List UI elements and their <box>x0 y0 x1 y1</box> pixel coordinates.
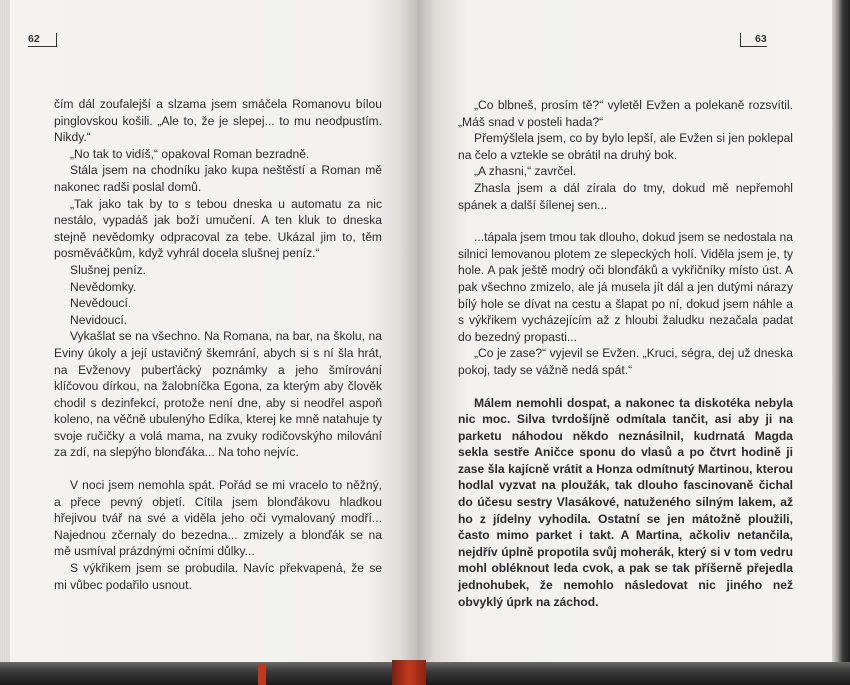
paragraph: Stála jsem na chodníku jako kupa neštěstí a Roman mě nakonec radši poslal domů. <box>54 163 382 194</box>
paragraph-bold: Málem nemohli dospat, a nakonec ta diskotéka nebyla nic moc. Silva tvrdošíjně odmítala tančit, asi aby ji na parketu náhodou někdo neznásilnil, kudrnatá Magda sekla sestře Aničce sponu do vlasů a po čtvrt hodině ji zase šla kajícně vrátit a Honza odmítnutý Martinou, kterou hodlal vyzvat na ploužák, tak dlouho fascinovaně čichal do účesu sestry Vlasákové, natuženého silným lakem, až ho z jídelny vyhodila. Ostatní se jen mátožně ploužili, často mimo parket i takt. A Martina, ačkoliv netančila, nejdřív úplně propotila svůj moherák, který si v tom vedru mohl obléknout leda cvok, a pak se tak příšerně přejedla jednohubek, že nemohlo následovat nic jiného než obvyklý úprk na záchod. <box>458 395 793 609</box>
bookmark-ribbon-end <box>258 664 266 685</box>
paragraph: „Tak jako tak by to s tebou dneska u automatu za nic nestálo, vypadáš jak boží umučení. A ten kluk to dneska stejně nevědomky odpracoval za tebe. Ukázal jim to, těm posměváčkům, když vyhrál docela slušnej peníz.“ <box>54 196 382 261</box>
right-page <box>418 0 832 662</box>
paragraph: „Co je zase?“ vyjevil se Evžen. „Kruci, ségra, dej už dneska pokoj, tady se vážně nedá spát.“ <box>458 346 793 377</box>
left-page-edges <box>0 0 10 662</box>
book-cover-edge <box>832 0 850 672</box>
paragraph: Nevědoucí. <box>70 296 132 311</box>
right-page-text <box>458 97 793 610</box>
left-page-text <box>54 96 382 593</box>
bookmark-ribbon <box>392 660 426 685</box>
paragraph: „Co blbneš, prosím tě?“ vyletěl Evžen a polekaně rozsvítil. „Máš snad v posteli hada?“ <box>458 98 793 129</box>
paragraph: Nevidoucí. <box>70 312 128 327</box>
paragraph: Nevědomky. <box>70 279 137 294</box>
paragraph: S výkřikem jsem se probudila. Navíc překvapená, že se mi vůbec podařilo usnout. <box>54 561 382 592</box>
paragraph: Zhasla jsem a dál zírala do tmy, dokud mě nepřemohl spánek a další šílenej sen... <box>458 180 793 212</box>
paragraph: čím dál zoufalejší a slzama jsem smáčela Romanovu bílou pinglovskou košili. „Ale to, že je slepej... to mu neodpustím. Nikdy.“ <box>54 97 382 145</box>
paragraph: Vykašlat se na všechno. Na Romana, na bar, na školu, na Eviny úkoly a její ustavičný škemrání, abych si s ní šla hrát, na Evženovy puberťácký poznámky a jeho šmírování klíčovou dírkou, na žalobníčka Egona, za kterým aby člověk chodil s dezinfekcí, protože není dne, aby si neodřel aspoň koleno, na věčně ubulenýho Edíka, kterej ke mně natahuje ty svoje ručičky a volá mama, na zvuky rodičovskýho milování za zdí, na slepýho blonďáka... Na toho nejvíc. <box>54 329 382 460</box>
left-page-number: 62 <box>28 33 57 47</box>
paragraph: ...tápala jsem tmou tak dlouho, dokud jsem se nedostala na silnici lemovanou plotem ze slepeckých holí. Viděla jsem je, ty hole. A pak ještě modrý oči blonďáků a vykřičníky místo úst. A pak všechno zmizelo, ale já musela jít dál a jen dutými nárazy bílý hole se dívat na cestu a šlapat po ní, dokud jsem náhle a s výkřikem vycházejícím až z hloubi žaludku nezačala padat do bezedný propasti... <box>458 230 793 344</box>
paragraph: Přemýšlela jsem, co by bylo lepší, ale Evžen si jen poklepal na čelo a vztekle se obrátil na druhý bok. <box>458 131 793 162</box>
right-page-number: 63 <box>740 33 767 47</box>
paragraph: Slušnej peníz. <box>70 262 146 277</box>
paragraph: „No tak to vidíš,“ opakoval Roman bezradně. <box>70 146 310 161</box>
paragraph: V noci jsem nemohla spát. Pořád se mi vracelo to něžný, a přece pevný objetí. Cítila jsem blonďákovu hladkou hřejivou tvář na své a viděla jeho oči vymalovaný modří... Najednou zčernaly do bezedna... zmizely a blonďák se na mě usmíval prázdnými očními důlky... <box>54 478 382 559</box>
paragraph: „A zhasni,“ zavrčel. <box>474 164 577 179</box>
left-page <box>10 0 418 662</box>
